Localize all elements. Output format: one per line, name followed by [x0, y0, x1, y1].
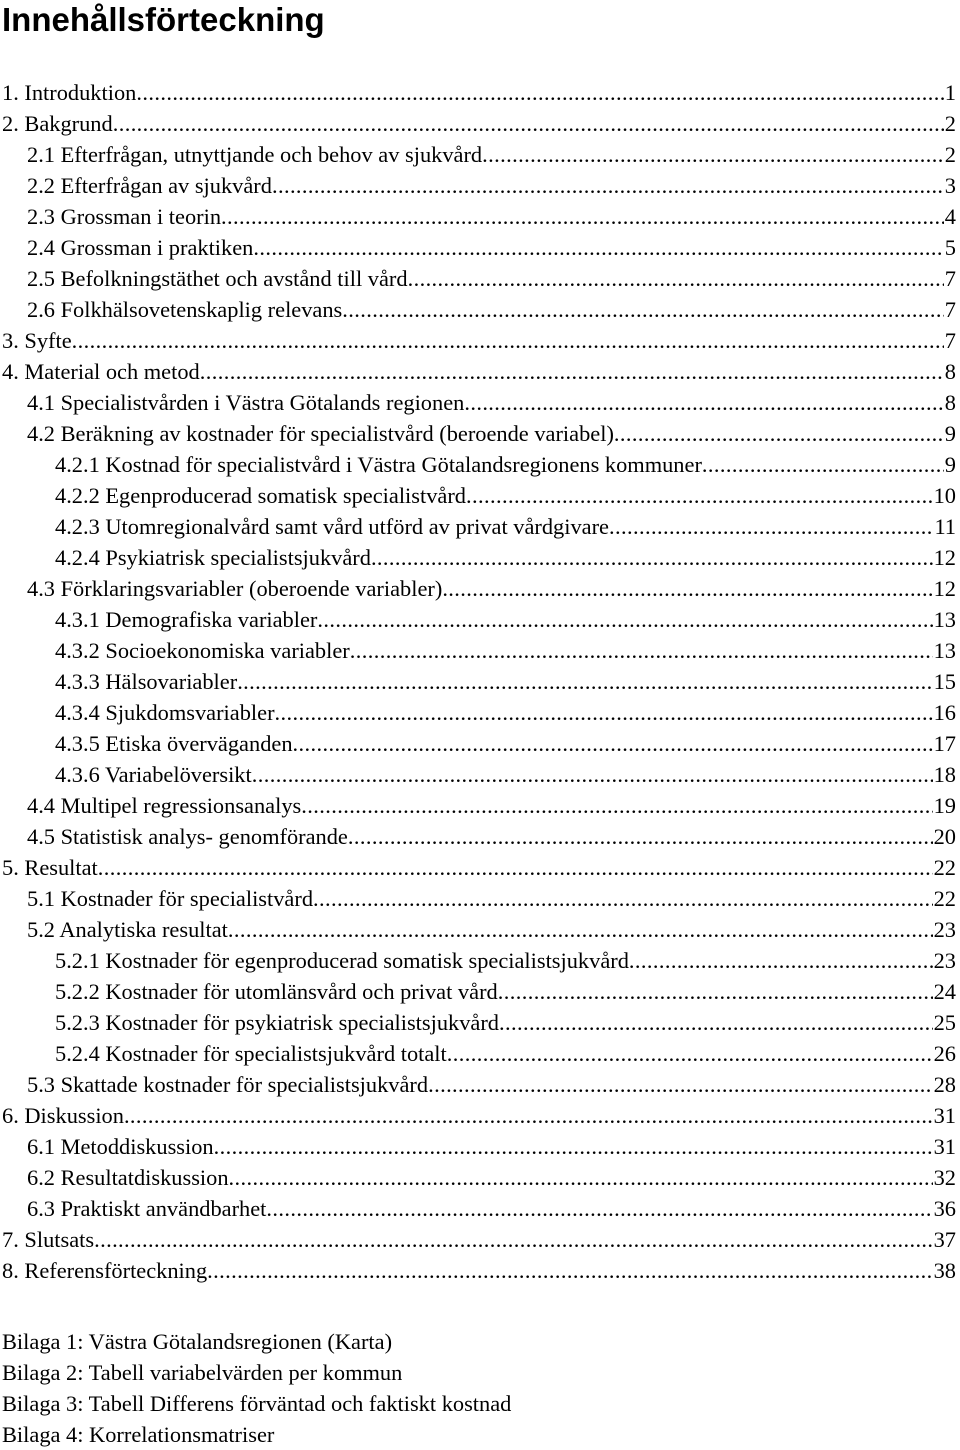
toc-page-number: 31: [933, 1103, 956, 1128]
toc-page-number: 10: [933, 483, 956, 508]
toc-entry[interactable]: [0, 1100, 956, 1131]
toc-dot-leader: [629, 945, 933, 976]
toc-page-number: 26: [933, 1041, 956, 1066]
toc-entry[interactable]: [0, 1131, 956, 1162]
toc-entry-title: 4.2 Beräkning av kostnader för specialistvård (beroende variabel): [27, 421, 614, 446]
toc-page-number: 7: [944, 266, 956, 291]
toc-entry[interactable]: [0, 201, 956, 232]
toc-entry[interactable]: [0, 1069, 956, 1100]
toc-page-number: 3: [944, 173, 956, 198]
toc-entry[interactable]: [0, 1038, 956, 1069]
toc-dot-leader: [498, 976, 933, 1007]
toc-entry-title: 1. Introduktion: [2, 80, 137, 105]
toc-dot-leader: [275, 697, 933, 728]
toc-dot-leader: [252, 759, 933, 790]
toc-entry[interactable]: [0, 573, 956, 604]
toc-page-number: 12: [933, 576, 956, 601]
toc-page-number: 5: [944, 235, 956, 260]
toc-page-number: 15: [933, 669, 956, 694]
toc-dot-leader: [221, 201, 944, 232]
toc-page-number: 28: [933, 1072, 956, 1097]
toc-entry[interactable]: [0, 294, 956, 325]
toc-page-number: 19: [933, 793, 956, 818]
toc-entry[interactable]: [0, 232, 956, 263]
toc-page-number: 8: [944, 390, 956, 415]
toc-page-number: 20: [933, 824, 956, 849]
toc-entry-title: 5.1 Kostnader för specialistvård: [27, 886, 314, 911]
toc-page-number: 11: [934, 514, 956, 539]
toc-dot-leader: [609, 511, 933, 542]
toc-entry-title: 4.5 Statistisk analys- genomförande: [27, 824, 348, 849]
toc-dot-leader: [136, 77, 943, 108]
toc-entry-title: 4.3.1 Demografiska variabler: [55, 607, 318, 632]
toc-entry[interactable]: [0, 263, 956, 294]
toc-dot-leader: [253, 232, 943, 263]
toc-entry[interactable]: [0, 449, 956, 480]
toc-entry[interactable]: [0, 728, 956, 759]
toc-entry-title: 2.6 Folkhälsovetenskaplig relevans: [27, 297, 343, 322]
page-title: Innehållsförteckning: [2, 1, 325, 38]
toc-dot-leader: [207, 1255, 932, 1286]
toc-dot-leader: [614, 418, 944, 449]
toc-page-number: 13: [933, 607, 956, 632]
toc-page-number: 22: [933, 886, 956, 911]
toc-page-number: 24: [933, 979, 956, 1004]
toc-dot-leader: [266, 1193, 932, 1224]
toc-entry-title: 5.2.4 Kostnader för specialistsjukvård totalt: [55, 1041, 447, 1066]
toc-entry[interactable]: [0, 139, 956, 170]
toc-entry-title: 5.3 Skattade kostnader för specialistsjukvård: [27, 1072, 429, 1097]
toc-entry-title: 4.3.2 Socioekonomiska variabler: [55, 638, 350, 663]
toc-dot-leader: [72, 325, 944, 356]
toc-entry-title: 4.2.4 Psykiatrisk specialistsjukvård: [55, 545, 371, 570]
toc-page-number: 1: [944, 80, 956, 105]
toc-entry-title: 3. Syfte: [2, 328, 72, 353]
toc-dot-leader: [482, 139, 944, 170]
toc-dot-leader: [98, 852, 933, 883]
toc-dot-leader: [428, 1069, 933, 1100]
toc-entry-title: 2.3 Grossman i teorin: [27, 204, 222, 229]
toc-dot-leader: [702, 449, 944, 480]
appendix-item: Bilaga 4: Korrelationsmatriser: [2, 1422, 275, 1447]
toc-entry-title: 2.1 Efterfrågan, utnyttjande och behov av sjukvård: [27, 142, 483, 167]
toc-entry[interactable]: [0, 1193, 956, 1224]
toc-entry[interactable]: [0, 325, 956, 356]
toc-dot-leader: [342, 294, 944, 325]
toc-entry-title: 4.3.5 Etiska överväganden: [55, 731, 293, 756]
toc-entry[interactable]: [0, 883, 956, 914]
toc-dot-leader: [350, 635, 933, 666]
toc-page-number: 4: [944, 204, 956, 229]
toc-entry[interactable]: [0, 108, 956, 139]
toc-entry[interactable]: [0, 77, 956, 108]
toc-entry-title: 2.2 Efterfrågan av sjukvård: [27, 173, 272, 198]
toc-entry-title: 4.3.3 Hälsovariabler: [55, 669, 238, 694]
toc-entry-title: 5.2 Analytiska resultat: [27, 917, 228, 942]
appendix-item: Bilaga 3: Tabell Differens förväntad och faktiskt kostnad: [2, 1391, 512, 1416]
toc-entry[interactable]: [0, 914, 956, 945]
toc-entry[interactable]: [0, 821, 956, 852]
toc-entry[interactable]: [0, 1162, 956, 1193]
toc-entry[interactable]: [0, 480, 956, 511]
toc-dot-leader: [301, 790, 932, 821]
toc-entry-title: 4.3.6 Variabelöversikt: [55, 762, 252, 787]
toc-entry[interactable]: [0, 418, 956, 449]
toc-entry-title: 5.2.1 Kostnader för egenproducerad somatisk specialistsjukvård: [55, 948, 629, 973]
toc-entry[interactable]: [0, 759, 956, 790]
toc-page-number: 36: [933, 1196, 956, 1221]
toc-entry[interactable]: [0, 790, 956, 821]
toc-page-number: 8: [944, 359, 956, 384]
toc-dot-leader: [272, 170, 944, 201]
toc-dot-leader: [229, 1162, 933, 1193]
toc-page-number: 32: [933, 1165, 956, 1190]
toc-dot-leader: [214, 1131, 933, 1162]
toc-dot-leader: [313, 883, 933, 914]
toc-page-number: 17: [933, 731, 956, 756]
toc-dot-leader: [464, 387, 943, 418]
toc-entry[interactable]: [0, 511, 956, 542]
toc-entry-title: 8. Referensförteckning: [2, 1258, 208, 1283]
toc-dot-leader: [94, 1224, 933, 1255]
toc-dot-leader: [499, 1007, 933, 1038]
toc-page-number: 25: [933, 1010, 956, 1035]
toc-entry[interactable]: [0, 852, 956, 883]
toc-dot-leader: [466, 480, 933, 511]
toc-entry-title: 6.1 Metoddiskussion: [27, 1134, 214, 1159]
toc-dot-leader: [447, 1038, 933, 1069]
appendix-item: Bilaga 2: Tabell variabelvärden per kommun: [2, 1360, 403, 1385]
toc-entry-title: 5. Resultat: [2, 855, 98, 880]
toc-page-number: 12: [933, 545, 956, 570]
table-of-contents: [0, 77, 956, 1286]
toc-entry-title: 4.2.1 Kostnad för specialistvård i Västra Götalandsregionens kommuner: [55, 452, 702, 477]
toc-page-number: 2: [944, 142, 956, 167]
toc-page-number: 23: [933, 917, 956, 942]
toc-entry[interactable]: [0, 1007, 956, 1038]
toc-dot-leader: [124, 1100, 933, 1131]
toc-dot-leader: [348, 821, 933, 852]
toc-page-number: 7: [944, 328, 956, 353]
toc-page-number: 9: [944, 421, 956, 446]
toc-entry-title: 4.3 Förklaringsvariabler (oberoende variabler): [27, 576, 443, 601]
toc-dot-leader: [442, 573, 932, 604]
toc-entry[interactable]: [0, 542, 956, 573]
toc-page-number: 22: [933, 855, 956, 880]
toc-entry[interactable]: [0, 697, 956, 728]
toc-page-number: 18: [933, 762, 956, 787]
toc-dot-leader: [408, 263, 944, 294]
toc-dot-leader: [228, 914, 933, 945]
toc-entry[interactable]: [0, 170, 956, 201]
toc-page-number: 13: [933, 638, 956, 663]
toc-entry-title: 7. Slutsats: [2, 1227, 95, 1252]
toc-entry-title: 4. Material och metod: [2, 359, 200, 384]
appendix-list: [2, 1326, 511, 1450]
toc-page-number: 2: [944, 111, 956, 136]
toc-entry-title: 6. Diskussion: [2, 1103, 124, 1128]
toc-entry-title: 2. Bakgrund: [2, 111, 113, 136]
toc-entry-title: 5.2.2 Kostnader för utomlänsvård och privat vård: [55, 979, 498, 1004]
toc-entry[interactable]: [0, 945, 956, 976]
toc-entry-title: 4.4 Multipel regressionsanalys: [27, 793, 302, 818]
toc-page-number: 16: [933, 700, 956, 725]
appendix-item: Bilaga 1: Västra Götalandsregionen (Karta): [2, 1329, 393, 1354]
toc-entry-title: 6.3 Praktiskt användbarhet: [27, 1196, 267, 1221]
toc-dot-leader: [200, 356, 944, 387]
toc-entry-title: 6.2 Resultatdiskussion: [27, 1165, 229, 1190]
toc-page-number: 38: [933, 1258, 956, 1283]
toc-entry[interactable]: [0, 666, 956, 697]
toc-entry-title: 4.2.3 Utomregionalvård samt vård utförd av privat vårdgivare: [55, 514, 609, 539]
toc-page-number: 23: [933, 948, 956, 973]
toc-entry-title: 5.2.3 Kostnader för psykiatrisk specialistsjukvård: [55, 1010, 499, 1035]
toc-entry-title: 2.5 Befolkningstäthet och avstånd till vård: [27, 266, 408, 291]
toc-entry[interactable]: [0, 635, 956, 666]
toc-entry[interactable]: [0, 356, 956, 387]
toc-page-number: 31: [933, 1134, 956, 1159]
toc-dot-leader: [237, 666, 932, 697]
toc-entry-title: 4.1 Specialistvården i Västra Götalands regionen: [27, 390, 465, 415]
toc-entry[interactable]: [0, 1224, 956, 1255]
toc-page-number: 7: [944, 297, 956, 322]
toc-page-number: 37: [933, 1227, 956, 1252]
toc-entry-title: 4.2.2 Egenproducerad somatisk specialistvård: [55, 483, 467, 508]
toc-dot-leader: [317, 604, 932, 635]
toc-page-number: 9: [944, 452, 956, 477]
toc-entry-title: 2.4 Grossman i praktiken: [27, 235, 254, 260]
toc-entry-title: 4.3.4 Sjukdomsvariabler: [55, 700, 275, 725]
toc-dot-leader: [371, 542, 933, 573]
toc-entry[interactable]: [0, 976, 956, 1007]
toc-entry[interactable]: [0, 387, 956, 418]
toc-entry[interactable]: [0, 604, 956, 635]
toc-dot-leader: [293, 728, 933, 759]
toc-entry[interactable]: [0, 1255, 956, 1286]
toc-dot-leader: [113, 108, 944, 139]
